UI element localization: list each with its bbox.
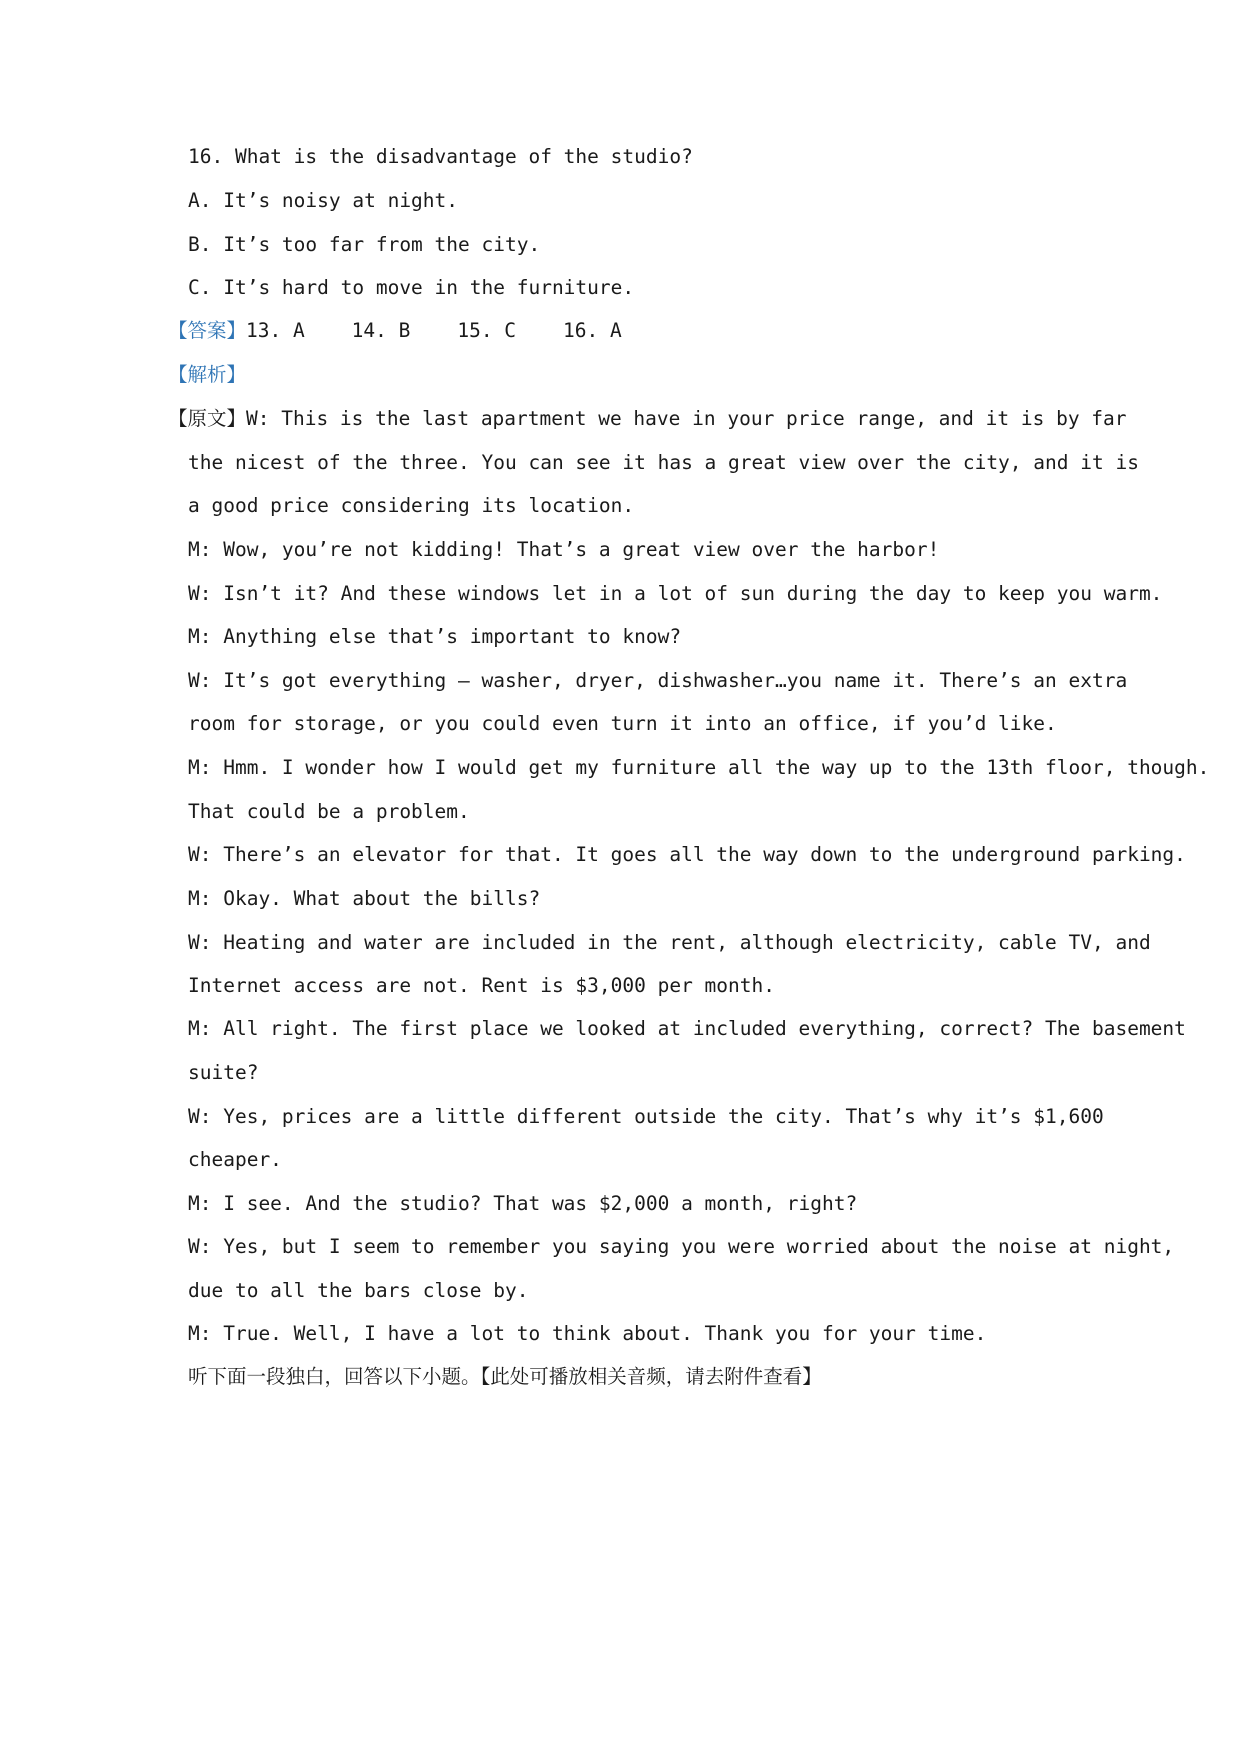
- answer-label: 【答案】: [168, 319, 247, 342]
- option-c: C. It’s hard to move in the furniture.: [188, 276, 635, 299]
- transcript-line-16: suite?: [188, 1061, 259, 1084]
- answer-value: 13. A 14. B 15. C 16. A: [246, 319, 622, 342]
- transcript-line-11: W: There’s an elevator for that. It goes all the way down to the underground parking.: [188, 843, 1186, 866]
- transcript-line-19: M: I see. And the studio? That was $2,000 a month, right?: [188, 1192, 858, 1215]
- transcript-line-1: [168, 406, 1127, 432]
- transcript-line-6: M: Anything else that’s important to know?: [188, 625, 682, 648]
- transcript-line-4: M: Wow, you’re not kidding! That’s a great view over the harbor!: [188, 538, 940, 561]
- analysis-label: 【解析】: [168, 363, 247, 386]
- transcript-line-21: due to all the bars close by.: [188, 1279, 529, 1302]
- transcript-label: 【原文】: [168, 407, 247, 430]
- option-b: B. It’s too far from the city.: [188, 233, 541, 256]
- option-a: A. It’s noisy at night.: [188, 189, 459, 212]
- transcript-line-13: W: Heating and water are included in the rent, although electricity, cable TV, and: [188, 931, 1151, 954]
- transcript-line-3: a good price considering its location.: [188, 494, 635, 517]
- transcript-text: W: This is the last apartment we have in your price range, and it is by far: [246, 407, 1127, 430]
- answer-line: [168, 318, 1088, 344]
- transcript-line-5: W: Isn’t it? And these windows let in a lot of sun during the day to keep you warm.: [188, 582, 1163, 605]
- transcript-line-14: Internet access are not. Rent is $3,000 per month.: [188, 974, 775, 997]
- transcript-line-22: M: True. Well, I have a lot to think about. Thank you for your time.: [188, 1322, 987, 1345]
- question-16-stem: 16. What is the disadvantage of the studio?: [188, 145, 693, 168]
- next-section-instruction: 听下面一段独白，回答以下小题。【此处可播放相关音频，请去附件查看】: [188, 1365, 822, 1388]
- transcript-line-18: cheaper.: [188, 1148, 282, 1171]
- transcript-line-8: room for storage, or you could even turn it into an office, if you’d like.: [188, 712, 1057, 735]
- transcript-line-20: W: Yes, but I seem to remember you saying you were worried about the noise at night,: [188, 1235, 1175, 1258]
- transcript-line-2: the nicest of the three. You can see it has a great view over the city, and it is: [188, 451, 1139, 474]
- transcript-line-9: M: Hmm. I wonder how I would get my furniture all the way up to the 13th floor, though.: [188, 756, 1210, 779]
- transcript-line-12: M: Okay. What about the bills?: [188, 887, 541, 910]
- transcript-line-10: That could be a problem.: [188, 800, 470, 823]
- transcript-line-17: W: Yes, prices are a little different outside the city. That’s why it’s $1,600: [188, 1105, 1104, 1128]
- transcript-line-15: M: All right. The first place we looked at included everything, correct? The basement: [188, 1017, 1186, 1040]
- transcript-line-7: W: It’s got everything — washer, dryer, dishwasher…you name it. There’s an extra: [188, 669, 1128, 692]
